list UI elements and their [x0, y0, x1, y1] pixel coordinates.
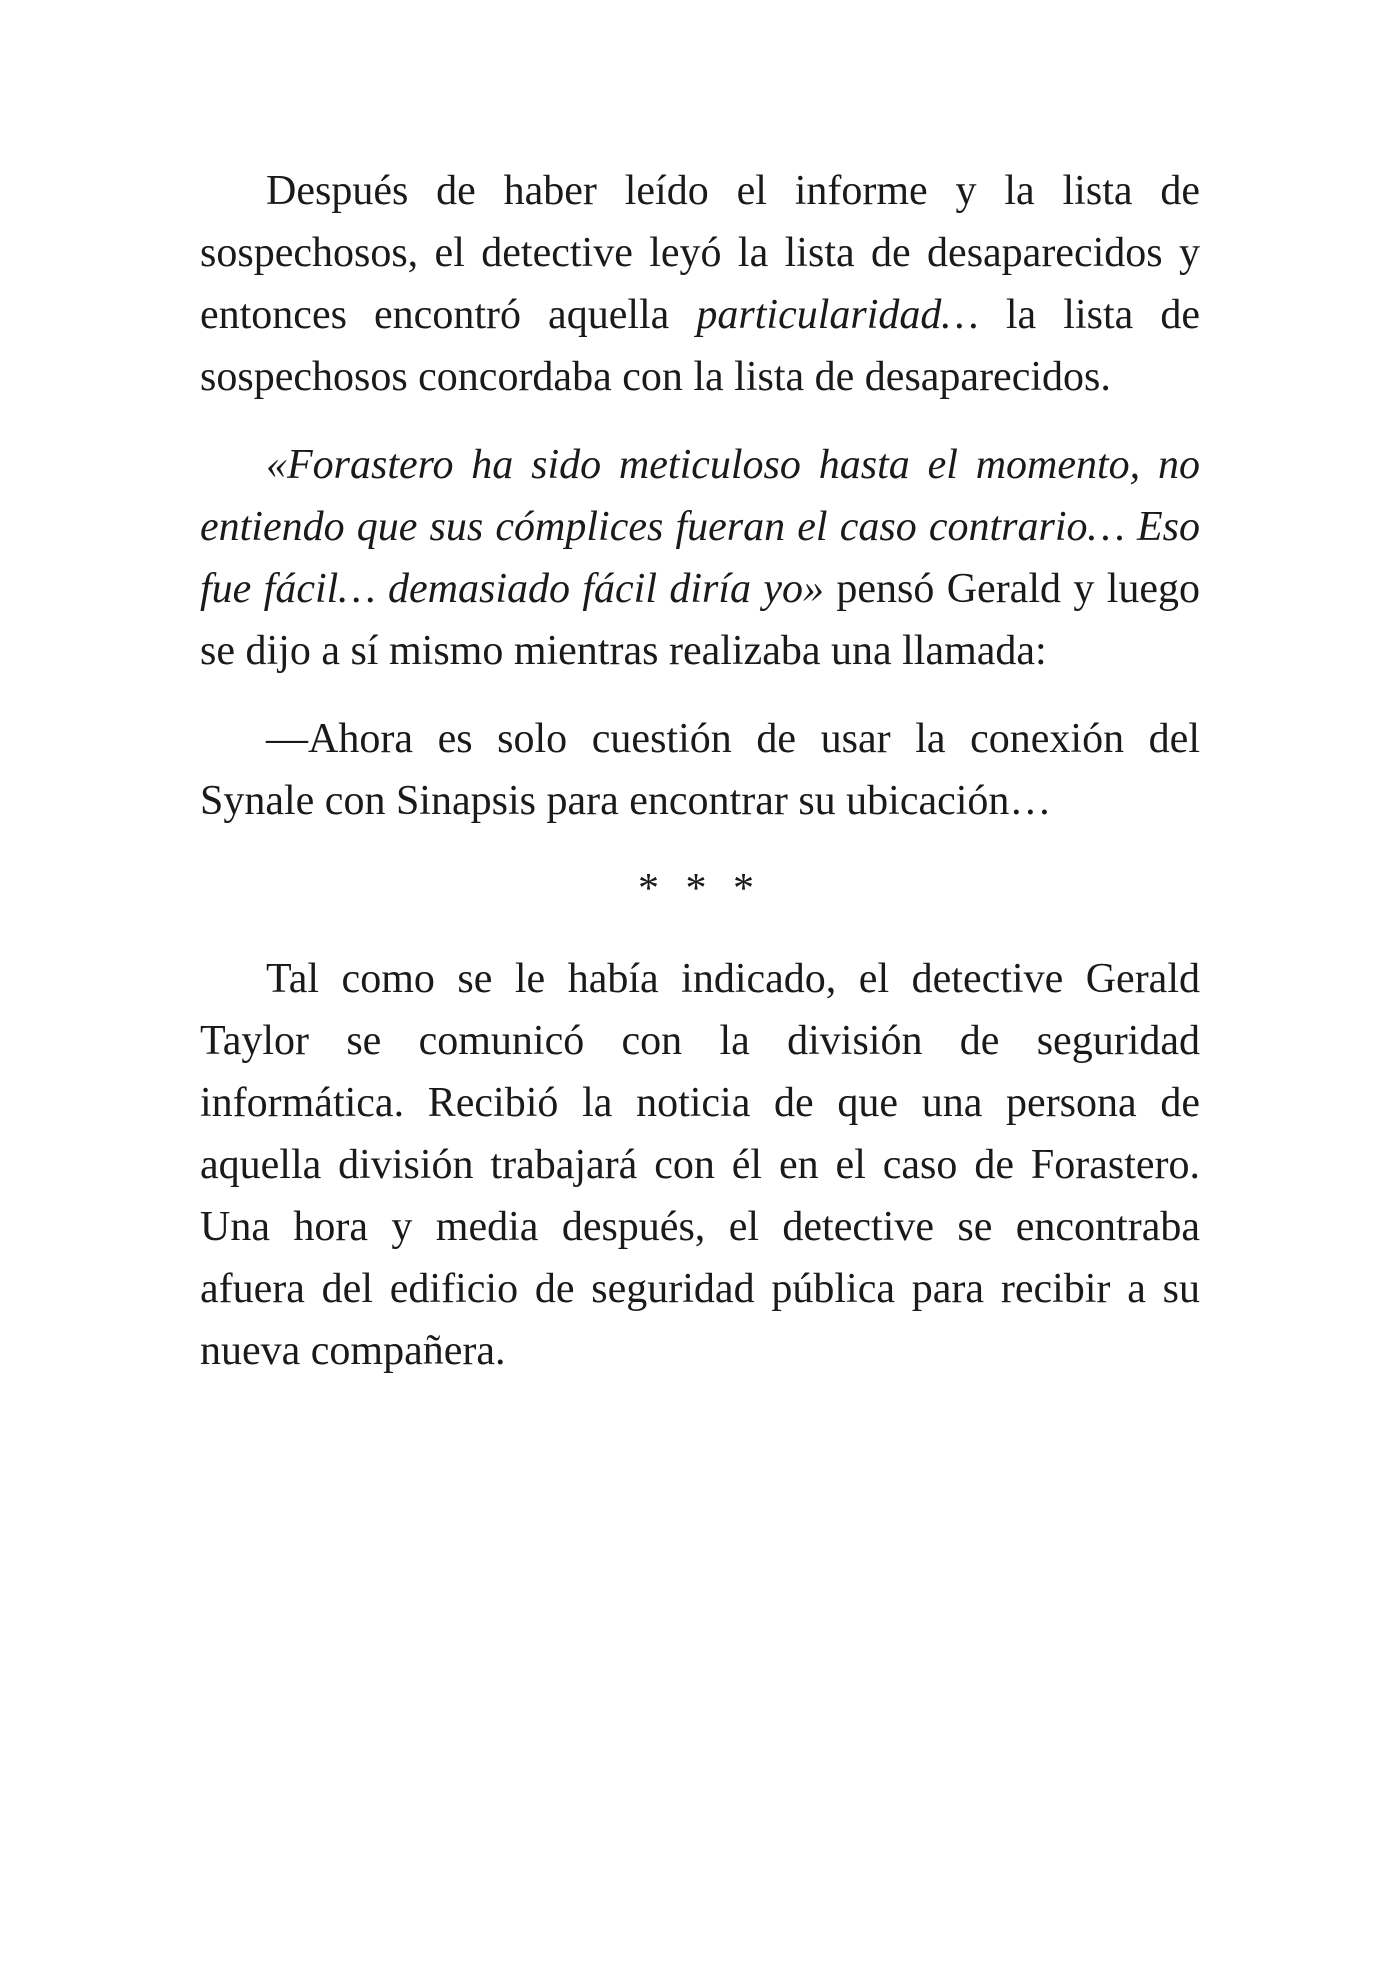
- paragraph-2: [200, 434, 1200, 682]
- book-page: [200, 160, 1200, 1382]
- paragraph-1-lead: Después de haber leído el informe y la lista de sospechosos, el detective leyó la lista de desaparecidos y entonces encontró aquella: [200, 168, 1200, 338]
- paragraph-4: Tal como se le había indicado, el detective Gerald Taylor se comunicó con la división de seguridad informática. Recibió la noticia de que una persona de aquella división trabajará con él en el caso de Forastero. Una hora y media después, el detective se encontraba afuera del edificio de seguridad pública para recibir a su nueva compañera.: [200, 956, 1200, 1374]
- section-separator: * * *: [638, 866, 762, 912]
- paragraph-2-quote: «Forastero ha sido meticuloso hasta el momento, no entiendo que sus cómplices fueran el caso contrario… Eso fue fácil… demasiado fácil diría yo»: [200, 442, 1200, 612]
- paragraph-2-tail: pensó Gerald y luego se dijo a sí mismo mientras realizaba una llamada:: [200, 566, 1201, 674]
- paragraph-1-tail: la lista de sospechosos concordaba con la lista de desaparecidos.: [200, 292, 1201, 400]
- paragraph-3: —Ahora es solo cuestión de usar la conexión del Synale con Sinapsis para encontrar su ubicación…: [200, 716, 1200, 824]
- paragraph-1: [200, 160, 1200, 408]
- paragraph-1-emphasis: particularidad…: [696, 292, 979, 338]
